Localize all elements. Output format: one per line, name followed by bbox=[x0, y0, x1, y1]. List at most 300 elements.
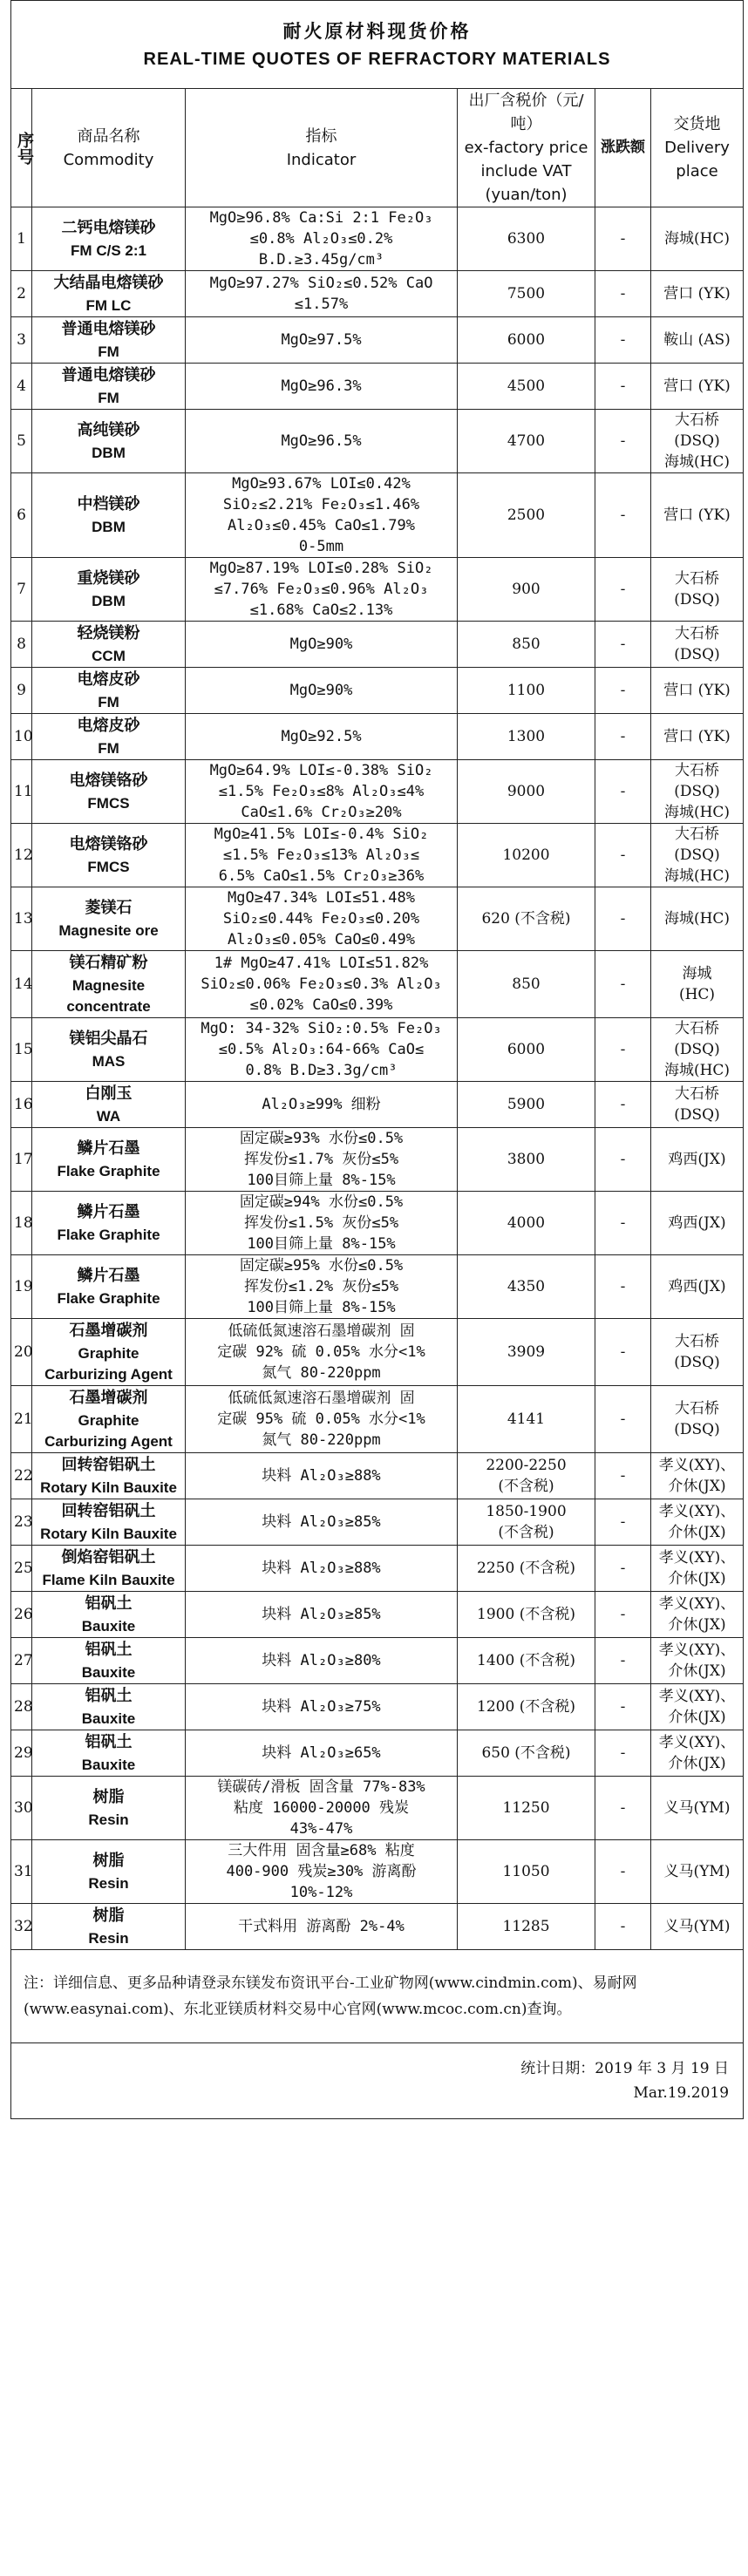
row-name-en: FM bbox=[98, 740, 119, 757]
row-change: - bbox=[595, 558, 651, 622]
table-title bbox=[11, 1, 744, 89]
row-price: 10200 bbox=[458, 824, 595, 887]
row-no: 28 bbox=[11, 1684, 32, 1730]
table-row bbox=[11, 207, 744, 271]
row-price: 4500 bbox=[458, 364, 595, 410]
row-price: 1300 bbox=[458, 714, 595, 760]
row-price: 850 bbox=[458, 622, 595, 668]
row-name-en: Bauxite bbox=[81, 1710, 136, 1727]
table-row bbox=[11, 887, 744, 951]
row-no: 30 bbox=[11, 1777, 32, 1840]
row-commodity bbox=[32, 1499, 186, 1546]
row-change: - bbox=[595, 824, 651, 887]
row-commodity bbox=[32, 558, 186, 622]
row-delivery: 大石桥 (DSQ) 海城(HC) bbox=[651, 410, 744, 473]
row-no: 4 bbox=[11, 364, 32, 410]
row-name-en: DBM bbox=[92, 519, 126, 535]
row-price: 1400 (不含税) bbox=[458, 1638, 595, 1684]
stat-date-en: Mar.19.2019 bbox=[633, 2084, 730, 2102]
table-row bbox=[11, 473, 744, 558]
row-no: 3 bbox=[11, 317, 32, 364]
row-commodity bbox=[32, 317, 186, 364]
row-change: - bbox=[595, 1592, 651, 1638]
row-name-en: Graphite Carburizing Agent bbox=[44, 1412, 173, 1450]
row-name-cn: 普通电熔镁砂 bbox=[61, 320, 156, 338]
row-indicator: 块料 Al₂O₃≥75% bbox=[186, 1684, 458, 1730]
row-delivery: 大石桥 (DSQ) bbox=[651, 1386, 744, 1453]
row-name-cn: 二钙电熔镁砂 bbox=[61, 219, 156, 237]
row-change: - bbox=[595, 364, 651, 410]
table-row bbox=[11, 1018, 744, 1082]
row-no: 14 bbox=[11, 951, 32, 1018]
table-row bbox=[11, 714, 744, 760]
row-name-en: WA bbox=[96, 1108, 121, 1125]
row-name-en: Resin bbox=[88, 1811, 129, 1828]
row-change: - bbox=[595, 1453, 651, 1499]
row-name-en: Resin bbox=[88, 1930, 129, 1947]
row-no: 21 bbox=[11, 1386, 32, 1453]
row-delivery: 大石桥 (DSQ) bbox=[651, 1319, 744, 1386]
row-delivery: 大石桥 (DSQ) 海城(HC) bbox=[651, 1018, 744, 1082]
row-delivery: 鸡西(JX) bbox=[651, 1192, 744, 1255]
header-price-label: 出厂含税价（元/吨） ex-factory price include VAT (yuan/ton) bbox=[464, 92, 588, 204]
row-price: 850 bbox=[458, 951, 595, 1018]
row-name-cn: 树脂 bbox=[92, 1907, 125, 1925]
row-name-en: FM bbox=[98, 390, 119, 406]
row-price: 620 (不含税) bbox=[458, 887, 595, 951]
row-indicator: 固定碳≥93% 水份≤0.5% 挥发份≤1.7% 灰份≤5% 100目筛上量 8%-15% bbox=[186, 1128, 458, 1192]
row-delivery: 大石桥 (DSQ) 海城(HC) bbox=[651, 760, 744, 824]
header-no bbox=[11, 89, 32, 207]
row-indicator: MgO≥47.34% LOI≤51.48% SiO₂≤0.44% Fe₂O₃≤0.20% Al₂O₃≤0.05% CaO≤0.49% bbox=[186, 887, 458, 951]
row-delivery: 大石桥 (DSQ) 海城(HC) bbox=[651, 824, 744, 887]
header-change bbox=[595, 89, 651, 207]
row-name-en: Bauxite bbox=[81, 1757, 136, 1773]
stat-date-row bbox=[11, 2043, 744, 2119]
row-indicator: MgO≥96.8% Ca:Si 2:1 Fe₂O₃ ≤0.8% Al₂O₃≤0.2% B.D.≥3.45g/cm³ bbox=[186, 207, 458, 271]
row-no: 29 bbox=[11, 1730, 32, 1777]
row-name-cn: 回转窑铝矾土 bbox=[61, 1502, 156, 1520]
row-name-en: Flake Graphite bbox=[57, 1163, 160, 1179]
row-commodity bbox=[32, 1684, 186, 1730]
row-name-en: MAS bbox=[92, 1053, 126, 1070]
row-name-en: Resin bbox=[88, 1875, 129, 1892]
row-commodity bbox=[32, 622, 186, 668]
row-price: 2250 (不含税) bbox=[458, 1546, 595, 1592]
row-change: - bbox=[595, 1546, 651, 1592]
row-no: 25 bbox=[11, 1546, 32, 1592]
row-name-cn: 铝矾土 bbox=[85, 1687, 133, 1705]
row-name-cn: 菱镁石 bbox=[85, 899, 133, 917]
row-price: 11250 bbox=[458, 1777, 595, 1840]
row-delivery: 营口 (YK) bbox=[651, 668, 744, 714]
row-commodity bbox=[32, 824, 186, 887]
header-delivery bbox=[651, 89, 744, 207]
row-change: - bbox=[595, 760, 651, 824]
row-no: 20 bbox=[11, 1319, 32, 1386]
row-price: 650 (不含税) bbox=[458, 1730, 595, 1777]
row-price: 900 bbox=[458, 558, 595, 622]
row-price: 5900 bbox=[458, 1082, 595, 1128]
row-commodity bbox=[32, 1018, 186, 1082]
row-commodity bbox=[32, 1777, 186, 1840]
table-row bbox=[11, 1592, 744, 1638]
row-name-en: Flake Graphite bbox=[57, 1290, 160, 1307]
row-commodity bbox=[32, 760, 186, 824]
row-delivery: 孝义(XY)、 介休(JX) bbox=[651, 1684, 744, 1730]
row-change: - bbox=[595, 714, 651, 760]
row-name-en: Magnesite ore bbox=[58, 922, 159, 939]
row-name-cn: 鳞片石墨 bbox=[77, 1139, 140, 1158]
row-price: 1850-1900 (不含税) bbox=[458, 1499, 595, 1546]
row-price: 11050 bbox=[458, 1840, 595, 1904]
row-indicator: MgO≥92.5% bbox=[186, 714, 458, 760]
row-delivery: 营口 (YK) bbox=[651, 714, 744, 760]
row-price: 1900 (不含税) bbox=[458, 1592, 595, 1638]
row-change: - bbox=[595, 1082, 651, 1128]
row-no: 10 bbox=[11, 714, 32, 760]
row-indicator: MgO≥96.5% bbox=[186, 410, 458, 473]
table-row bbox=[11, 1319, 744, 1386]
row-change: - bbox=[595, 317, 651, 364]
table-row bbox=[11, 1192, 744, 1255]
header-no-label: 序号 bbox=[15, 131, 34, 165]
row-no: 9 bbox=[11, 668, 32, 714]
row-name-cn: 轻烧镁粉 bbox=[77, 624, 140, 642]
row-name-cn: 白刚玉 bbox=[85, 1084, 133, 1103]
row-change: - bbox=[595, 410, 651, 473]
row-commodity bbox=[32, 668, 186, 714]
row-price: 4700 bbox=[458, 410, 595, 473]
stat-date bbox=[11, 2043, 744, 2119]
row-indicator: 块料 Al₂O₃≥65% bbox=[186, 1730, 458, 1777]
row-name-cn: 大结晶电熔镁砂 bbox=[53, 274, 164, 292]
row-no: 7 bbox=[11, 558, 32, 622]
row-name-en: FMCS bbox=[87, 795, 130, 812]
row-commodity bbox=[32, 1319, 186, 1386]
row-change: - bbox=[595, 1777, 651, 1840]
row-commodity bbox=[32, 887, 186, 951]
row-change: - bbox=[595, 1684, 651, 1730]
row-delivery: 孝义(XY)、 介休(JX) bbox=[651, 1499, 744, 1546]
row-name-cn: 重烧镁砂 bbox=[77, 569, 140, 588]
row-change: - bbox=[595, 1730, 651, 1777]
table-row bbox=[11, 668, 744, 714]
row-change: - bbox=[595, 1386, 651, 1453]
header-indicator-en: Indicator bbox=[286, 150, 357, 169]
row-name-cn: 电熔镁铬砂 bbox=[69, 771, 148, 790]
title-row bbox=[11, 1, 744, 89]
table-row bbox=[11, 622, 744, 668]
row-commodity bbox=[32, 1592, 186, 1638]
row-name-en: CCM bbox=[92, 648, 126, 664]
table-row bbox=[11, 1128, 744, 1192]
row-name-cn: 鳞片石墨 bbox=[77, 1267, 140, 1285]
row-indicator: MgO≥97.5% bbox=[186, 317, 458, 364]
row-delivery: 营口 (YK) bbox=[651, 271, 744, 317]
row-price: 7500 bbox=[458, 271, 595, 317]
row-price: 1200 (不含税) bbox=[458, 1684, 595, 1730]
row-price: 2500 bbox=[458, 473, 595, 558]
table-row bbox=[11, 1453, 744, 1499]
row-commodity bbox=[32, 1192, 186, 1255]
row-commodity bbox=[32, 1904, 186, 1950]
row-name-cn: 石墨增碳剂 bbox=[69, 1322, 148, 1340]
row-commodity bbox=[32, 473, 186, 558]
row-price: 1100 bbox=[458, 668, 595, 714]
table-row bbox=[11, 1730, 744, 1777]
row-indicator: 镁碳砖/滑板 固含量 77%-83% 粘度 16000-20000 残炭 43%-47% bbox=[186, 1777, 458, 1840]
table-row bbox=[11, 1777, 744, 1840]
row-price: 6300 bbox=[458, 207, 595, 271]
row-name-cn: 电熔镁铬砂 bbox=[69, 835, 148, 853]
row-indicator: 三大件用 固含量≥68% 粘度 400-900 残炭≥30% 游离酚 10%-12% bbox=[186, 1840, 458, 1904]
row-delivery: 海城(HC) bbox=[651, 887, 744, 951]
row-no: 31 bbox=[11, 1840, 32, 1904]
row-name-en: Flame Kiln Bauxite bbox=[42, 1572, 175, 1588]
stat-date-cn: 统计日期：2019 年 3 月 19 日 bbox=[520, 2060, 730, 2077]
row-name-en: FM C/S 2:1 bbox=[71, 242, 146, 259]
row-indicator: MgO≥90% bbox=[186, 622, 458, 668]
row-change: - bbox=[595, 207, 651, 271]
table-row bbox=[11, 1684, 744, 1730]
row-indicator: 固定碳≥94% 水份≤0.5% 挥发份≤1.5% 灰份≤5% 100目筛上量 8%-15% bbox=[186, 1192, 458, 1255]
row-delivery: 海城(HC) bbox=[651, 207, 744, 271]
table-row bbox=[11, 1638, 744, 1684]
row-change: - bbox=[595, 668, 651, 714]
title-cn: 耐火原材料现货价格 bbox=[282, 21, 472, 42]
row-change: - bbox=[595, 473, 651, 558]
header-delivery-en: Delivery place bbox=[664, 139, 730, 180]
row-price: 3800 bbox=[458, 1128, 595, 1192]
row-name-en: Rotary Kiln Bauxite bbox=[40, 1526, 177, 1542]
row-delivery: 孝义(XY)、 介休(JX) bbox=[651, 1638, 744, 1684]
row-name-cn: 树脂 bbox=[92, 1788, 125, 1806]
row-no: 17 bbox=[11, 1128, 32, 1192]
row-name-cn: 石墨增碳剂 bbox=[69, 1389, 148, 1407]
row-delivery: 大石桥 (DSQ) bbox=[651, 622, 744, 668]
row-no: 23 bbox=[11, 1499, 32, 1546]
row-indicator: 低硫低氮速溶石墨增碳剂 固 定碳 95% 硫 0.05% 水分<1% 氮气 80-220ppm bbox=[186, 1386, 458, 1453]
row-no: 6 bbox=[11, 473, 32, 558]
row-no: 15 bbox=[11, 1018, 32, 1082]
row-name-cn: 鳞片石墨 bbox=[77, 1203, 140, 1221]
row-indicator: 块料 Al₂O₃≥88% bbox=[186, 1546, 458, 1592]
row-no: 22 bbox=[11, 1453, 32, 1499]
table-row bbox=[11, 1499, 744, 1546]
row-price: 9000 bbox=[458, 760, 595, 824]
row-price: 3909 bbox=[458, 1319, 595, 1386]
row-name-cn: 镁石精矿粉 bbox=[69, 954, 148, 972]
row-price: 6000 bbox=[458, 1018, 595, 1082]
table-row bbox=[11, 1255, 744, 1319]
row-delivery: 海城 (HC) bbox=[651, 951, 744, 1018]
row-change: - bbox=[595, 1018, 651, 1082]
row-delivery: 孝义(XY)、 介休(JX) bbox=[651, 1453, 744, 1499]
row-name-cn: 中档镁砂 bbox=[77, 495, 140, 513]
row-commodity bbox=[32, 1453, 186, 1499]
row-indicator: 1# MgO≥47.41% LOI≤51.82% SiO₂≤0.06% Fe₂O₃≤0.3% Al₂O₃ ≤0.02% CaO≤0.39% bbox=[186, 951, 458, 1018]
header-indicator bbox=[186, 89, 458, 207]
row-no: 11 bbox=[11, 760, 32, 824]
row-delivery: 鸡西(JX) bbox=[651, 1128, 744, 1192]
row-change: - bbox=[595, 1319, 651, 1386]
row-change: - bbox=[595, 1192, 651, 1255]
row-indicator: MgO≥41.5% LOI≤-0.4% SiO₂ ≤1.5% Fe₂O₃≤13% Al₂O₃≤ 6.5% CaO≤1.5% Cr₂O₃≥36% bbox=[186, 824, 458, 887]
row-indicator: MgO≥96.3% bbox=[186, 364, 458, 410]
row-indicator: 块料 Al₂O₃≥88% bbox=[186, 1453, 458, 1499]
table-row bbox=[11, 760, 744, 824]
row-no: 16 bbox=[11, 1082, 32, 1128]
table-row bbox=[11, 558, 744, 622]
row-indicator: MgO≥93.67% LOI≤0.42% SiO₂≤2.21% Fe₂O₃≤1.46% Al₂O₃≤0.45% CaO≤1.79% 0-5mm bbox=[186, 473, 458, 558]
row-delivery: 孝义(XY)、 介休(JX) bbox=[651, 1730, 744, 1777]
table-row bbox=[11, 824, 744, 887]
row-no: 8 bbox=[11, 622, 32, 668]
row-name-cn: 铝矾土 bbox=[85, 1641, 133, 1659]
table-row bbox=[11, 1082, 744, 1128]
header-delivery-cn: 交货地 bbox=[673, 115, 721, 133]
row-name-cn: 倒焰窑铝矾土 bbox=[61, 1548, 156, 1567]
row-change: - bbox=[595, 1499, 651, 1546]
row-price: 11285 bbox=[458, 1904, 595, 1950]
row-name-en: FM bbox=[98, 343, 119, 360]
row-price: 4141 bbox=[458, 1386, 595, 1453]
row-name-cn: 高纯镁砂 bbox=[77, 421, 140, 439]
row-delivery: 孝义(XY)、 介休(JX) bbox=[651, 1592, 744, 1638]
row-indicator: 固定碳≥95% 水份≤0.5% 挥发份≤1.2% 灰份≤5% 100目筛上量 8%-15% bbox=[186, 1255, 458, 1319]
table-row bbox=[11, 410, 744, 473]
header-row bbox=[11, 89, 744, 207]
row-no: 5 bbox=[11, 410, 32, 473]
row-change: - bbox=[595, 1128, 651, 1192]
title-en: REAL-TIME QUOTES OF REFRACTORY MATERIALS bbox=[143, 50, 611, 69]
row-name-en: Graphite Carburizing Agent bbox=[44, 1345, 173, 1383]
row-indicator: MgO≥64.9% LOI≤-0.38% SiO₂ ≤1.5% Fe₂O₃≤8% Al₂O₃≤4% CaO≤1.6% Cr₂O₃≥20% bbox=[186, 760, 458, 824]
row-commodity bbox=[32, 1128, 186, 1192]
row-change: - bbox=[595, 271, 651, 317]
row-indicator: MgO≥97.27% SiO₂≤0.52% CaO ≤1.57% bbox=[186, 271, 458, 317]
row-name-cn: 普通电熔镁砂 bbox=[61, 366, 156, 384]
header-price bbox=[458, 89, 595, 207]
row-no: 12 bbox=[11, 824, 32, 887]
row-no: 32 bbox=[11, 1904, 32, 1950]
price-table bbox=[10, 0, 744, 2119]
row-price: 6000 bbox=[458, 317, 595, 364]
table-row bbox=[11, 1546, 744, 1592]
row-change: - bbox=[595, 1638, 651, 1684]
row-price: 4350 bbox=[458, 1255, 595, 1319]
row-indicator: MgO: 34-32% SiO₂:0.5% Fe₂O₃ ≤0.5% Al₂O₃:64-66% CaO≤ 0.8% B.D≥3.3g/cm³ bbox=[186, 1018, 458, 1082]
row-delivery: 营口 (YK) bbox=[651, 364, 744, 410]
row-delivery: 义马(YM) bbox=[651, 1777, 744, 1840]
row-indicator: MgO≥87.19% LOI≤0.28% SiO₂ ≤7.76% Fe₂O₃≤0.96% Al₂O₃ ≤1.68% CaO≤2.13% bbox=[186, 558, 458, 622]
row-name-cn: 铝矾土 bbox=[85, 1733, 133, 1751]
row-indicator: 块料 Al₂O₃≥80% bbox=[186, 1638, 458, 1684]
row-no: 18 bbox=[11, 1192, 32, 1255]
row-commodity bbox=[32, 1386, 186, 1453]
row-delivery: 孝义(XY)、 介休(JX) bbox=[651, 1546, 744, 1592]
row-no: 26 bbox=[11, 1592, 32, 1638]
row-price: 4000 bbox=[458, 1192, 595, 1255]
row-name-cn: 铝矾土 bbox=[85, 1594, 133, 1613]
footnote: 注：详细信息、更多品种请登录东镁发布资讯平台-工业矿物网(www.cindmin.com)、易耐网(www.easynai.com)、东北亚镁质材料交易中心官网(www.mcoc.com.cn)查询。 bbox=[11, 1950, 744, 2043]
row-delivery: 鸡西(JX) bbox=[651, 1255, 744, 1319]
row-no: 19 bbox=[11, 1255, 32, 1319]
row-delivery: 营口 (YK) bbox=[651, 473, 744, 558]
row-commodity bbox=[32, 364, 186, 410]
row-commodity bbox=[32, 1638, 186, 1684]
header-commodity bbox=[32, 89, 186, 207]
table-row bbox=[11, 317, 744, 364]
row-change: - bbox=[595, 1840, 651, 1904]
row-change: - bbox=[595, 887, 651, 951]
row-change: - bbox=[595, 1904, 651, 1950]
row-commodity bbox=[32, 714, 186, 760]
row-delivery: 大石桥 (DSQ) bbox=[651, 558, 744, 622]
row-commodity bbox=[32, 1546, 186, 1592]
row-price: 2200-2250 (不含税) bbox=[458, 1453, 595, 1499]
row-delivery: 义马(YM) bbox=[651, 1904, 744, 1950]
row-name-en: FM LC bbox=[85, 297, 132, 314]
row-commodity bbox=[32, 1082, 186, 1128]
row-name-cn: 电熔皮砂 bbox=[77, 717, 140, 735]
row-name-en: Rotary Kiln Bauxite bbox=[40, 1479, 177, 1496]
row-delivery: 鞍山 (AS) bbox=[651, 317, 744, 364]
table-row bbox=[11, 1904, 744, 1950]
row-name-en: DBM bbox=[92, 593, 126, 609]
row-name-en: Flake Graphite bbox=[57, 1227, 160, 1243]
table-row bbox=[11, 951, 744, 1018]
row-indicator: Al₂O₃≥99% 细粉 bbox=[186, 1082, 458, 1128]
row-commodity bbox=[32, 1730, 186, 1777]
row-change: - bbox=[595, 1255, 651, 1319]
row-name-en: Bauxite bbox=[81, 1664, 136, 1681]
row-name-cn: 回转窑铝矾土 bbox=[61, 1456, 156, 1474]
table-row bbox=[11, 271, 744, 317]
header-indicator-cn: 指标 bbox=[305, 126, 337, 146]
row-indicator: 块料 Al₂O₃≥85% bbox=[186, 1592, 458, 1638]
row-no: 13 bbox=[11, 887, 32, 951]
row-name-en: FMCS bbox=[87, 859, 130, 875]
row-name-en: Bauxite bbox=[81, 1618, 136, 1635]
row-indicator: 低硫低氮速溶石墨增碳剂 固 定碳 92% 硫 0.05% 水分<1% 氮气 80-220ppm bbox=[186, 1319, 458, 1386]
row-name-cn: 电熔皮砂 bbox=[77, 670, 140, 689]
table-row bbox=[11, 364, 744, 410]
row-commodity bbox=[32, 207, 186, 271]
row-name-en: DBM bbox=[92, 445, 126, 461]
row-indicator: MgO≥90% bbox=[186, 668, 458, 714]
row-commodity bbox=[32, 410, 186, 473]
table-row bbox=[11, 1386, 744, 1453]
row-change: - bbox=[595, 622, 651, 668]
row-no: 27 bbox=[11, 1638, 32, 1684]
row-commodity bbox=[32, 271, 186, 317]
header-commodity-en: Commodity bbox=[63, 150, 154, 169]
row-name-cn: 树脂 bbox=[92, 1852, 125, 1870]
row-name-cn: 镁铝尖晶石 bbox=[69, 1030, 148, 1048]
row-commodity bbox=[32, 1840, 186, 1904]
row-delivery: 大石桥 (DSQ) bbox=[651, 1082, 744, 1128]
footnote-row bbox=[11, 1950, 744, 2043]
row-name-en: Magnesite concentrate bbox=[66, 977, 151, 1015]
row-change: - bbox=[595, 951, 651, 1018]
row-name-en: FM bbox=[98, 694, 119, 710]
header-commodity-cn: 商品名称 bbox=[77, 126, 140, 146]
header-change-label: 涨跌额 bbox=[601, 139, 645, 156]
row-no: 1 bbox=[11, 207, 32, 271]
row-commodity bbox=[32, 951, 186, 1018]
